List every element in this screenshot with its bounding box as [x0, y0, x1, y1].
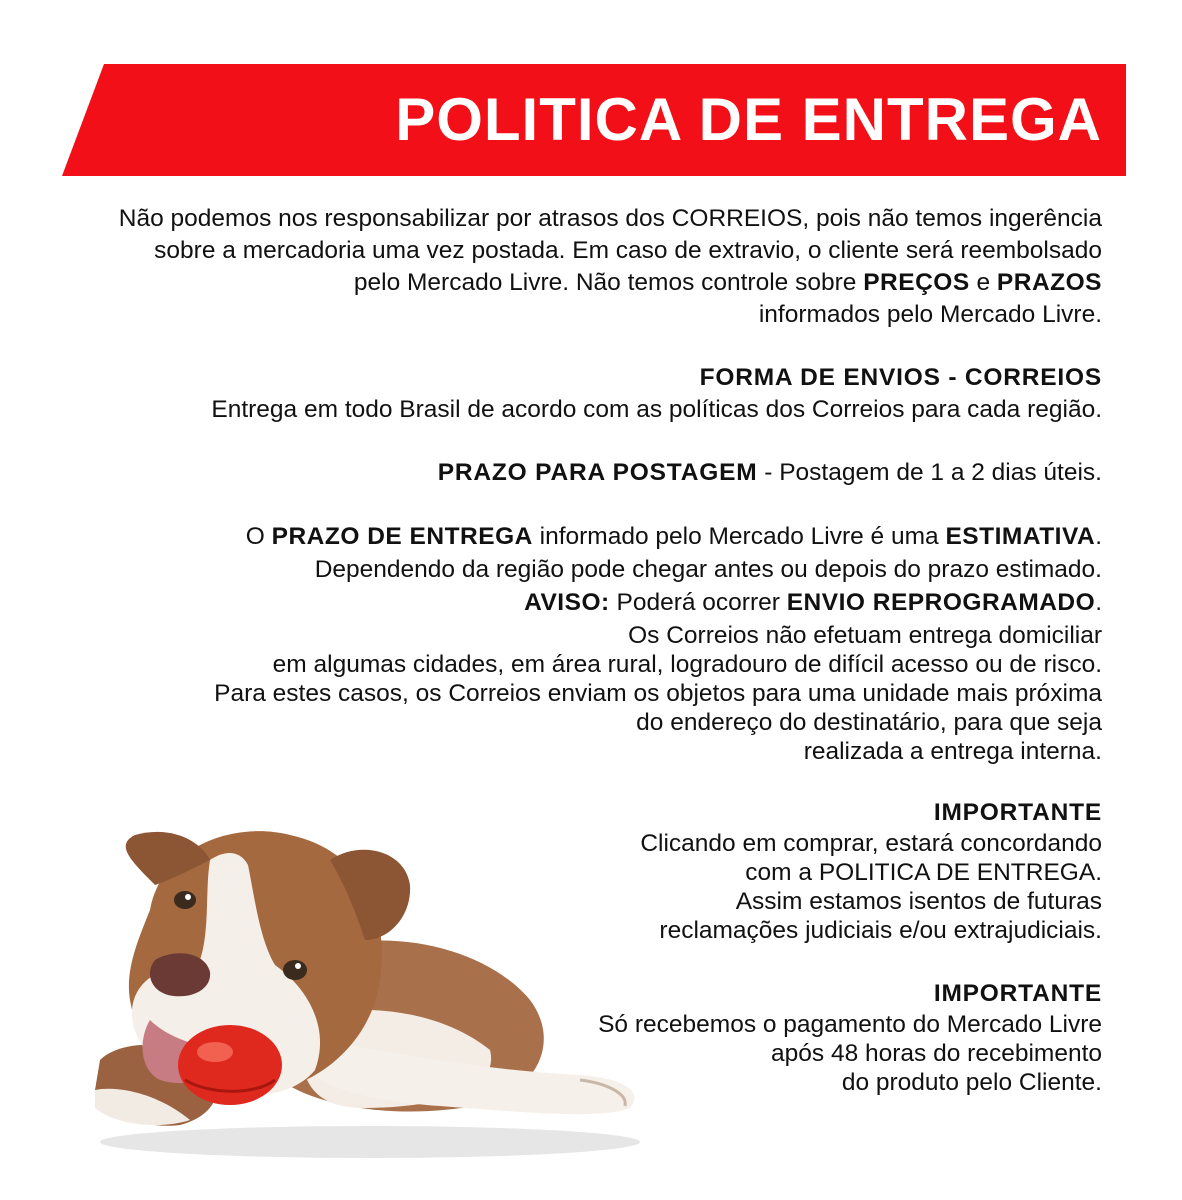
- entrega-line-2: Dependendo da região pode chegar antes ou depois do prazo estimado.: [314, 556, 1102, 583]
- intro-line-3-text: pelo Mercado Livre. Não temos controle sobre: [353, 269, 864, 296]
- intro-line-4: informados pelo Mercado Livre.: [758, 301, 1102, 328]
- aviso-text: Poderá ocorrer: [609, 589, 787, 616]
- estimativa-emphasis: ESTIMATIVA: [945, 523, 1096, 550]
- envios-heading: FORMA DE ENVIOS - CORREIOS: [699, 364, 1102, 391]
- prazo-entrega-emphasis: PRAZO DE ENTREGA: [271, 523, 533, 550]
- aviso-end: .: [1095, 589, 1102, 616]
- envios-text: Entrega em todo Brasil de acordo com as políticas dos Correios para cada região.: [211, 396, 1102, 423]
- entrega-line-5: em algumas cidades, em área rural, logradouro de difícil acesso ou de risco.: [272, 651, 1102, 678]
- entrega-line-1-end: .: [1095, 523, 1102, 550]
- entrega-line-1-mid: informado pelo Mercado Livre é uma: [532, 523, 946, 550]
- importante-1-line-4: reclamações judiciais e/ou extrajudiciais.: [659, 917, 1102, 944]
- aviso-line: [524, 588, 1102, 618]
- precos-emphasis: PREÇOS: [863, 269, 970, 296]
- importante-1-heading: IMPORTANTE: [933, 799, 1102, 826]
- importante-1-line-1: Clicando em comprar, estará concordando: [640, 830, 1102, 857]
- entrega-line-1: [246, 522, 1102, 552]
- importante-2-heading: IMPORTANTE: [933, 980, 1102, 1007]
- intro-line-2: sobre a mercadoria uma vez postada. Em caso de extravio, o cliente será reembolsado: [154, 237, 1102, 264]
- intro-line-3-and: e: [969, 269, 997, 296]
- entrega-line-1-start: O: [245, 523, 272, 550]
- intro-line-1: Não podemos nos responsabilizar por atrasos dos CORREIOS, pois não temos ingerência: [118, 205, 1102, 232]
- prazos-emphasis: PRAZOS: [996, 269, 1102, 296]
- entrega-line-7: do endereço do destinatário, para que seja: [636, 709, 1102, 736]
- importante-2-line-1: Só recebemos o pagamento do Mercado Livre: [598, 1011, 1102, 1038]
- entrega-line-6: Para estes casos, os Correios enviam os objetos para uma unidade mais próxima: [214, 680, 1102, 707]
- aviso-label: AVISO:: [524, 589, 610, 616]
- postagem-text: - Postagem de 1 a 2 dias úteis.: [757, 459, 1102, 486]
- entrega-line-4: Os Correios não efetuam entrega domiciliar: [628, 622, 1102, 649]
- postagem-line: [438, 458, 1102, 488]
- importante-1-line-3: Assim estamos isentos de futuras: [735, 888, 1102, 915]
- postagem-heading: PRAZO PARA POSTAGEM: [437, 459, 758, 486]
- intro-line-3: [354, 268, 1102, 298]
- dog-with-ball-icon: [60, 790, 660, 1170]
- page-title: POLITICA DE ENTREGA: [395, 86, 1102, 153]
- importante-2-line-2: após 48 horas do recebimento: [771, 1040, 1102, 1067]
- envio-reprogramado-emphasis: ENVIO REPROGRAMADO: [786, 589, 1096, 616]
- importante-2-line-3: do produto pelo Cliente.: [841, 1069, 1102, 1096]
- importante-1-line-2: com a POLITICA DE ENTREGA.: [745, 859, 1102, 886]
- entrega-line-8: realizada a entrega interna.: [803, 738, 1102, 765]
